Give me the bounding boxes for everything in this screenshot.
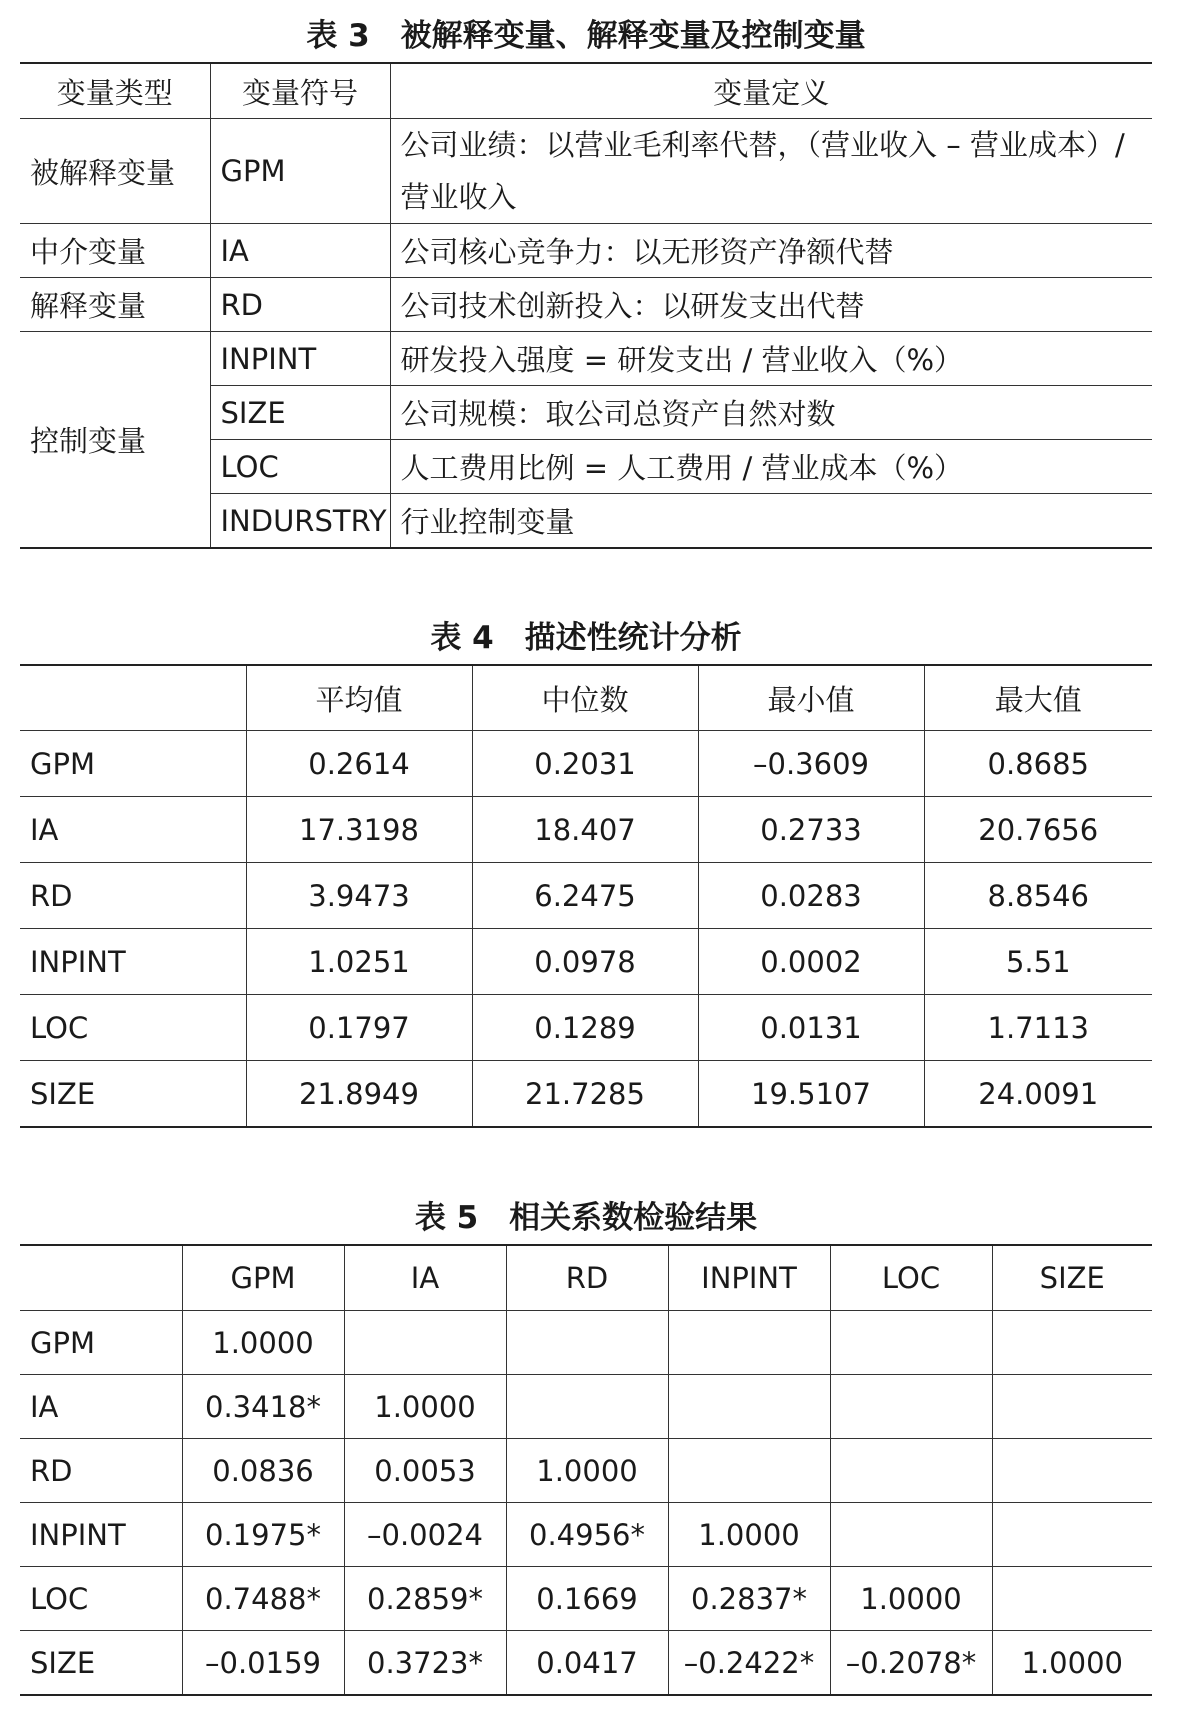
variable-symbol-cell: GPM (210, 119, 390, 224)
table-row (20, 863, 1152, 929)
value-cell (992, 1503, 1152, 1567)
value-cell: 0.0978 (472, 929, 698, 995)
variable-type-cell-control: 控制变量 (20, 332, 210, 549)
row-label-cell: SIZE (20, 1061, 246, 1128)
value-cell: 1.0000 (182, 1311, 344, 1375)
value-cell (830, 1311, 992, 1375)
variable-definition-cell: 研发投入强度 = 研发支出 / 营业收入（%） (390, 332, 1152, 386)
table-4-header-row (20, 665, 1152, 731)
value-cell: –0.2422* (668, 1631, 830, 1696)
header-corner-cell (20, 1245, 182, 1311)
column-header: LOC (830, 1245, 992, 1311)
value-cell (830, 1375, 992, 1439)
table-row (20, 224, 1152, 278)
value-cell (992, 1311, 1152, 1375)
row-label-cell: INPINT (20, 1503, 182, 1567)
value-cell: 0.2837* (668, 1567, 830, 1631)
value-cell: 1.0000 (830, 1567, 992, 1631)
table-row (20, 1061, 1152, 1128)
table-row (20, 731, 1152, 797)
value-cell: 1.0000 (344, 1375, 506, 1439)
header-corner-cell (20, 665, 246, 731)
value-cell: 0.1975* (182, 1503, 344, 1567)
value-cell (668, 1375, 830, 1439)
variable-definition-cell: 公司技术创新投入：以研发支出代替 (390, 278, 1152, 332)
value-cell: 0.4956* (506, 1503, 668, 1567)
variable-type-cell: 解释变量 (20, 278, 210, 332)
row-label-cell: GPM (20, 1311, 182, 1375)
table-4-caption: 表 4 描述性统计分析 (430, 620, 742, 656)
row-label-cell: IA (20, 797, 246, 863)
row-label-cell: IA (20, 1375, 182, 1439)
header-variable-symbol: 变量符号 (210, 63, 390, 119)
column-header: 最大值 (924, 665, 1152, 731)
variable-symbol-cell: INDURSTRY (210, 494, 390, 549)
value-cell: 0.0053 (344, 1439, 506, 1503)
table-5 (20, 1196, 1152, 1696)
column-header: GPM (182, 1245, 344, 1311)
value-cell (830, 1439, 992, 1503)
value-cell (830, 1503, 992, 1567)
variable-symbol-cell: RD (210, 278, 390, 332)
row-label-cell: RD (20, 863, 246, 929)
table-row (20, 1439, 1152, 1503)
value-cell: –0.0159 (182, 1631, 344, 1696)
table-row (20, 119, 1152, 224)
value-cell: 1.0000 (668, 1503, 830, 1567)
variable-symbol-cell: LOC (210, 440, 390, 494)
value-cell: 17.3198 (246, 797, 472, 863)
value-cell: 19.5107 (698, 1061, 924, 1128)
row-label-cell: INPINT (20, 929, 246, 995)
column-header: 最小值 (698, 665, 924, 731)
table-4-grid (20, 664, 1152, 1128)
column-header: IA (344, 1245, 506, 1311)
table-row (20, 1375, 1152, 1439)
table-row (20, 332, 1152, 386)
value-cell: 0.8685 (924, 731, 1152, 797)
column-header: SIZE (992, 1245, 1152, 1311)
value-cell: 3.9473 (246, 863, 472, 929)
value-cell: 5.51 (924, 929, 1152, 995)
value-cell: 24.0091 (924, 1061, 1152, 1128)
value-cell: –0.2078* (830, 1631, 992, 1696)
value-cell: 6.2475 (472, 863, 698, 929)
table-4 (20, 616, 1152, 1128)
value-cell: 0.2733 (698, 797, 924, 863)
table-row (20, 797, 1152, 863)
value-cell: –0.3609 (698, 731, 924, 797)
value-cell: 18.407 (472, 797, 698, 863)
variable-type-cell: 中介变量 (20, 224, 210, 278)
table-row (20, 1503, 1152, 1567)
header-variable-definition: 变量定义 (390, 63, 1152, 119)
variable-definition-cell: 行业控制变量 (390, 494, 1152, 549)
value-cell: 0.0131 (698, 995, 924, 1061)
value-cell: 0.3418* (182, 1375, 344, 1439)
value-cell: 1.0000 (992, 1631, 1152, 1696)
variable-type-cell: 被解释变量 (20, 119, 210, 224)
value-cell: 20.7656 (924, 797, 1152, 863)
table-row (20, 1567, 1152, 1631)
value-cell: 0.2031 (472, 731, 698, 797)
variable-definition-cell: 人工费用比例 = 人工费用 / 营业成本（%） (390, 440, 1152, 494)
value-cell (668, 1439, 830, 1503)
value-cell (344, 1311, 506, 1375)
value-cell: 21.7285 (472, 1061, 698, 1128)
table-row (20, 929, 1152, 995)
value-cell: 8.8546 (924, 863, 1152, 929)
column-header: INPINT (668, 1245, 830, 1311)
column-header: 平均值 (246, 665, 472, 731)
value-cell: 0.1669 (506, 1567, 668, 1631)
value-cell (992, 1375, 1152, 1439)
value-cell (506, 1375, 668, 1439)
variable-definition-cell: 公司业绩：以营业毛利率代替，（营业收入 – 营业成本）/营业收入 (390, 119, 1152, 224)
table-row (20, 278, 1152, 332)
value-cell: 1.0000 (506, 1439, 668, 1503)
value-cell: 0.7488* (182, 1567, 344, 1631)
value-cell: 1.7113 (924, 995, 1152, 1061)
value-cell (992, 1439, 1152, 1503)
table-3 (20, 14, 1152, 549)
column-header: RD (506, 1245, 668, 1311)
table-5-caption: 表 5 相关系数检验结果 (414, 1200, 758, 1236)
value-cell: 0.0417 (506, 1631, 668, 1696)
table-5-header-row (20, 1245, 1152, 1311)
value-cell: 0.0836 (182, 1439, 344, 1503)
table-row (20, 1631, 1152, 1696)
value-cell (506, 1311, 668, 1375)
value-cell: 0.1289 (472, 995, 698, 1061)
value-cell: 0.1797 (246, 995, 472, 1061)
value-cell: 0.0283 (698, 863, 924, 929)
value-cell (668, 1311, 830, 1375)
row-label-cell: LOC (20, 995, 246, 1061)
value-cell: –0.0024 (344, 1503, 506, 1567)
variable-symbol-cell: IA (210, 224, 390, 278)
table-3-caption: 表 3 被解释变量、解释变量及控制变量 (306, 18, 866, 54)
value-cell: 0.3723* (344, 1631, 506, 1696)
table-5-grid (20, 1244, 1152, 1696)
variable-definition-cell: 公司核心竞争力：以无形资产净额代替 (390, 224, 1152, 278)
row-label-cell: RD (20, 1439, 182, 1503)
value-cell: 1.0251 (246, 929, 472, 995)
variable-symbol-cell: SIZE (210, 386, 390, 440)
value-cell (992, 1567, 1152, 1631)
value-cell: 0.0002 (698, 929, 924, 995)
value-cell: 0.2859* (344, 1567, 506, 1631)
header-variable-type: 变量类型 (20, 63, 210, 119)
row-label-cell: LOC (20, 1567, 182, 1631)
table-row (20, 1311, 1152, 1375)
table-3-grid (20, 62, 1152, 549)
row-label-cell: GPM (20, 731, 246, 797)
variable-definition-cell: 公司规模：取公司总资产自然对数 (390, 386, 1152, 440)
table-row (20, 995, 1152, 1061)
column-header: 中位数 (472, 665, 698, 731)
value-cell: 0.2614 (246, 731, 472, 797)
value-cell: 21.8949 (246, 1061, 472, 1128)
variable-symbol-cell: INPINT (210, 332, 390, 386)
row-label-cell: SIZE (20, 1631, 182, 1696)
